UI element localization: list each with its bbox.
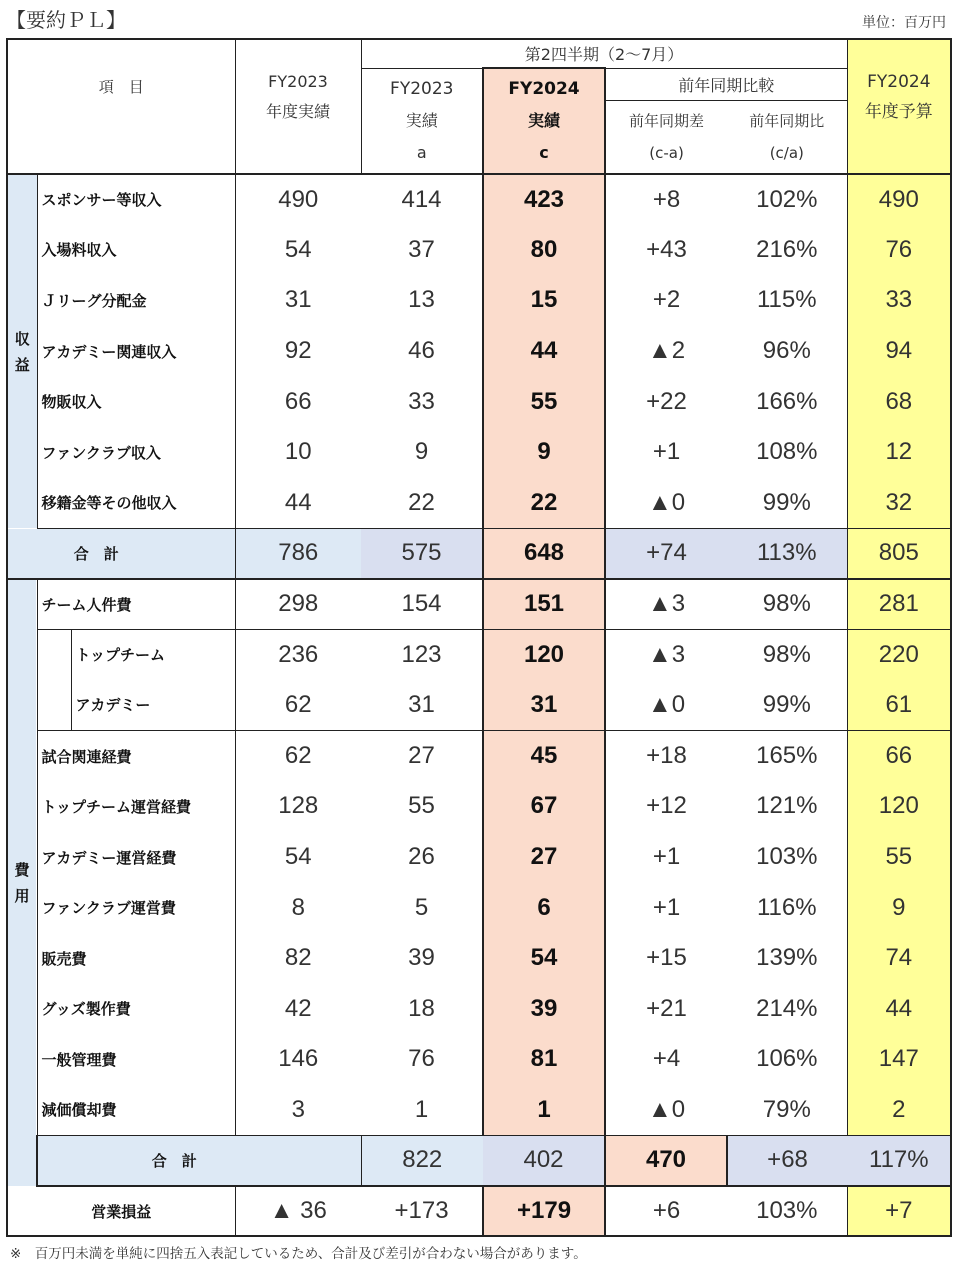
fy2023-annual-value: 822 [361,1135,483,1186]
row-label: 一般管理費 [37,1034,235,1085]
fy2023-h1-value: 13 [408,286,435,314]
yoy-diff-value: +21 [646,994,687,1022]
row-label: グッズ製作費 [37,984,235,1035]
fy2024-h1-value: 81 [483,1034,605,1085]
header-fy2023-h1-year: FY2023 [390,78,454,99]
fy2023-h1-value: 31 [361,680,483,731]
table-row [7,376,951,427]
fy2023-annual-value: 54 [235,225,361,276]
fy2024-budget-value: 32 [847,478,951,529]
unit-label: 単位：百万円 [862,15,946,31]
table-row [7,1085,951,1136]
row-label: アカデミー関連収入 [37,326,235,377]
yoy-ratio-value: 216% [756,235,818,263]
yoy-diff-value: +1 [652,843,681,871]
yoy-ratio-value: 103% [727,1186,847,1237]
header-compare: 前年同期比較 [605,68,847,100]
header-fy2023-h1-label: 実績 [405,110,438,130]
fy2024-budget-value: 76 [847,225,951,276]
yoy-ratio-value: 106% [756,1045,818,1073]
yoy-ratio-value: 98% [762,640,811,668]
header-fy2024-h1-mark: c [539,143,549,162]
header-diff-label: 前年同期差 [629,111,705,130]
fy2024-budget-value: 220 [847,629,951,680]
revenue-total-label: 合 計 [7,528,235,579]
table-row [7,984,951,1035]
fy2023-h1-value: 123 [401,640,442,668]
fy2023-h1-value: 37 [408,235,435,263]
fy2023-h1-value: 575 [361,528,483,579]
row-label: 販売費 [37,933,235,984]
yoy-ratio-value: 115% [756,286,817,314]
yoy-diff-value: +2 [652,286,681,314]
table-row [7,174,951,225]
fy2023-h1-value: 5 [414,893,429,921]
fy2024-budget-value: 74 [847,933,951,984]
header-fy2024-h1-label: 実績 [528,111,561,130]
fy2023-h1-value: 22 [361,478,483,529]
table-row [7,1186,951,1237]
row-label: アカデミー運営経費 [37,832,235,883]
fy2024-budget-value: 805 [847,528,951,579]
header-diff [605,100,727,174]
yoy-diff-value: +4 [652,1045,681,1073]
header-diff-formula: (c-a) [649,143,684,162]
revenue-category-char: 収 [14,329,30,348]
header-fy2023-h1-mark: a [416,142,427,162]
fy2023-annual-value: 786 [235,528,361,579]
fy2024-h1-value: 151 [483,579,605,630]
fy2024-budget-value: 33 [847,275,951,326]
header-fy2024-h1 [483,68,605,174]
header-fy2023-annual [235,39,361,174]
yoy-ratio-value: 116% [756,893,817,921]
revenue-category-char: 益 [14,355,30,374]
yoy-ratio-value: 139% [756,944,818,972]
yoy-diff-value: +74 [605,528,727,579]
header-item: 項 目 [7,39,235,174]
fy2024-h1-value: 15 [483,275,605,326]
fy2023-h1-value: 414 [401,185,442,213]
yoy-diff-value: +1 [652,438,681,466]
report-title: 【要約ＰＬ】 [6,8,126,32]
indent-spacer [37,629,71,730]
yoy-ratio-value: 102% [756,185,818,213]
fy2024-budget-value: 12 [847,427,951,478]
yoy-diff-value: +1 [652,893,681,921]
fy2024-h1-value: 22 [483,478,605,529]
fy2024-budget-value: 66 [847,731,951,782]
yoy-diff-value: +68 [727,1135,847,1186]
fy2023-h1-value: 18 [408,994,435,1022]
fy2024-h1-value: 423 [483,174,605,225]
expense-category-char: 費 [14,860,30,879]
header-fy2024-h1-year: FY2024 [508,79,580,99]
fy2024-h1-value: 67 [483,781,605,832]
fy2024-budget-value: 147 [847,1034,951,1085]
header-fy2023-annual-label: 年度実績 [266,101,331,121]
yoy-ratio-value: 99% [727,478,847,529]
fy2024-budget-value: 44 [847,984,951,1035]
table-row [7,882,951,933]
row-label: スポンサー等収入 [37,174,235,225]
sub-row-label: トップチーム [71,629,235,680]
yoy-diff-value: ▲2 [647,337,686,365]
fy2023-annual-value: 82 [235,933,361,984]
header-ratio [727,100,847,174]
expense-total-label: 合 計 [37,1135,361,1186]
table-row [7,781,951,832]
fy2024-h1-value: 80 [483,225,605,276]
fy2023-annual-value: 128 [235,781,361,832]
fy2024-h1-value: 120 [483,629,605,680]
table-row [7,1034,951,1085]
fy2024-budget-value: 281 [847,579,951,630]
header-fy2024-budget [847,39,951,174]
yoy-diff-value: ▲0 [605,1085,727,1136]
table-row [7,579,951,630]
fy2023-annual-value: 31 [235,275,361,326]
header-fy2024-budget-label: 年度予算 [864,101,933,122]
row-label: 試合関連経費 [37,731,235,782]
yoy-diff-value: +12 [646,792,687,820]
header-period: 第2四半期（2～7月） [361,39,847,68]
fy2024-h1-value: 31 [483,680,605,731]
fy2024-budget-value: 55 [847,832,951,883]
fy2024-h1-value: +179 [483,1186,605,1237]
table-row [7,629,951,680]
fy2024-budget-value: 94 [847,326,951,377]
yoy-ratio-value: 166% [756,387,818,415]
fy2024-h1-value: 648 [483,528,605,579]
table-row [7,680,951,731]
fy2023-annual-value: 236 [235,629,361,680]
table-row [7,427,951,478]
fy2023-annual-value: 146 [235,1034,361,1085]
yoy-diff-value: +6 [605,1186,727,1237]
table-row [7,933,951,984]
yoy-ratio-value: 99% [727,680,847,731]
yoy-diff-value: +43 [646,235,687,263]
expense-category [7,579,37,1186]
fy2023-h1-value: 55 [408,792,435,820]
fy2023-h1-value: 1 [361,1085,483,1136]
table-row [7,528,951,579]
footnote: ※ 百万円未満を単純に四捨五入表記しているため、合計及び差引が合わない場合があります。 [10,1246,587,1262]
row-label: トップチーム運営経費 [37,781,235,832]
fy2024-budget-value: 120 [847,781,951,832]
yoy-diff-value: ▲0 [605,478,727,529]
fy2024-budget-value: 490 [847,174,951,225]
header-ratio-label: 前年同期比 [749,111,825,130]
fy2024-budget-value: 9 [847,882,951,933]
fy2023-annual-value: 298 [235,579,361,630]
fy2024-h1-value: 9 [483,427,605,478]
fy2024-h1-value: 470 [605,1135,727,1186]
fy2023-h1-value: 154 [361,579,483,630]
fy2024-budget-value: 2 [847,1085,951,1136]
yoy-diff-value: +8 [652,185,681,213]
fy2024-h1-value: 27 [483,832,605,883]
row-label: ファンクラブ運営費 [37,882,235,933]
row-label: 移籍金等その他収入 [37,478,235,529]
fy2024-h1-value: 55 [483,376,605,427]
table-row [7,832,951,883]
fy2023-h1-value: 46 [408,337,435,365]
yoy-ratio-value: 165% [756,742,818,770]
header-fy2024-budget-year: FY2024 [867,71,931,92]
fy2024-h1-value: 6 [483,882,605,933]
table-row [7,326,951,377]
fy2024-budget-value: +7 [847,1186,951,1237]
fy2023-annual-value: 92 [235,326,361,377]
fy2023-annual-value: 490 [235,174,361,225]
fy2024-budget-value: 68 [847,376,951,427]
fy2023-annual-value: 66 [235,376,361,427]
table-row [7,225,951,276]
header-fy2023-annual-year: FY2023 [268,71,328,91]
sub-row-label: アカデミー [71,680,235,731]
yoy-diff-value: +15 [646,944,687,972]
fy2023-annual-value: 3 [235,1085,361,1136]
yoy-diff-value: ▲0 [605,680,727,731]
table-row [7,731,951,782]
fy2023-h1-value: 27 [408,742,435,770]
yoy-diff-value: ▲3 [605,579,727,630]
yoy-ratio-value: 113% [727,528,847,579]
row-label: チーム人件費 [37,579,235,630]
yoy-diff-value: +22 [646,387,687,415]
fy2024-budget-value: 61 [847,680,951,731]
row-label: 減価償却費 [37,1085,235,1136]
yoy-ratio-value: 96% [762,337,811,365]
table-row [7,1135,951,1186]
fy2023-h1-value: 9 [414,438,429,466]
fy2023-annual-value: 62 [235,680,361,731]
fy2023-annual-value: 8 [235,882,361,933]
revenue-category [7,174,37,528]
yoy-ratio-value: 214% [756,994,818,1022]
row-label: ファンクラブ収入 [37,427,235,478]
fy2023-annual-value: 10 [235,427,361,478]
table-row [7,478,951,529]
row-label: 入場料収入 [37,225,235,276]
yoy-diff-value: +18 [646,742,687,770]
fy2023-h1-value: +173 [361,1186,483,1237]
fy2023-h1-value: 402 [483,1135,605,1186]
row-label: Ｊリーグ分配金 [37,275,235,326]
yoy-ratio-value: 98% [727,579,847,630]
fy2024-h1-value: 44 [483,326,605,377]
fy2023-annual-value: 44 [235,478,361,529]
fy2023-annual-value: 54 [235,832,361,883]
fy2023-h1-value: 33 [408,387,435,415]
fy2024-h1-value: 39 [483,984,605,1035]
fy2024-h1-value: 45 [483,731,605,782]
operating-label: 営業損益 [7,1186,235,1237]
fy2023-annual-value: 62 [235,731,361,782]
header-fy2023-h1 [361,68,483,174]
yoy-ratio-value: 79% [727,1085,847,1136]
table-row [7,275,951,326]
expense-category-char: 用 [14,886,30,905]
yoy-ratio-value: 121% [756,792,818,820]
yoy-diff-value: ▲3 [647,640,686,668]
fy2024-h1-value: 54 [483,933,605,984]
yoy-ratio-value: 103% [756,843,818,871]
fy2023-annual-value: ▲ 36 [235,1186,361,1237]
yoy-ratio-value: 108% [756,438,818,466]
fy2023-h1-value: 26 [408,843,435,871]
header-ratio-formula: (c/a) [769,143,804,162]
row-label: 物販収入 [37,376,235,427]
yoy-ratio-value: 117% [847,1135,951,1186]
fy2023-h1-value: 76 [408,1045,435,1073]
fy2024-h1-value: 1 [483,1085,605,1136]
pl-table [6,38,952,1237]
fy2023-annual-value: 42 [235,984,361,1035]
fy2023-h1-value: 39 [408,944,435,972]
